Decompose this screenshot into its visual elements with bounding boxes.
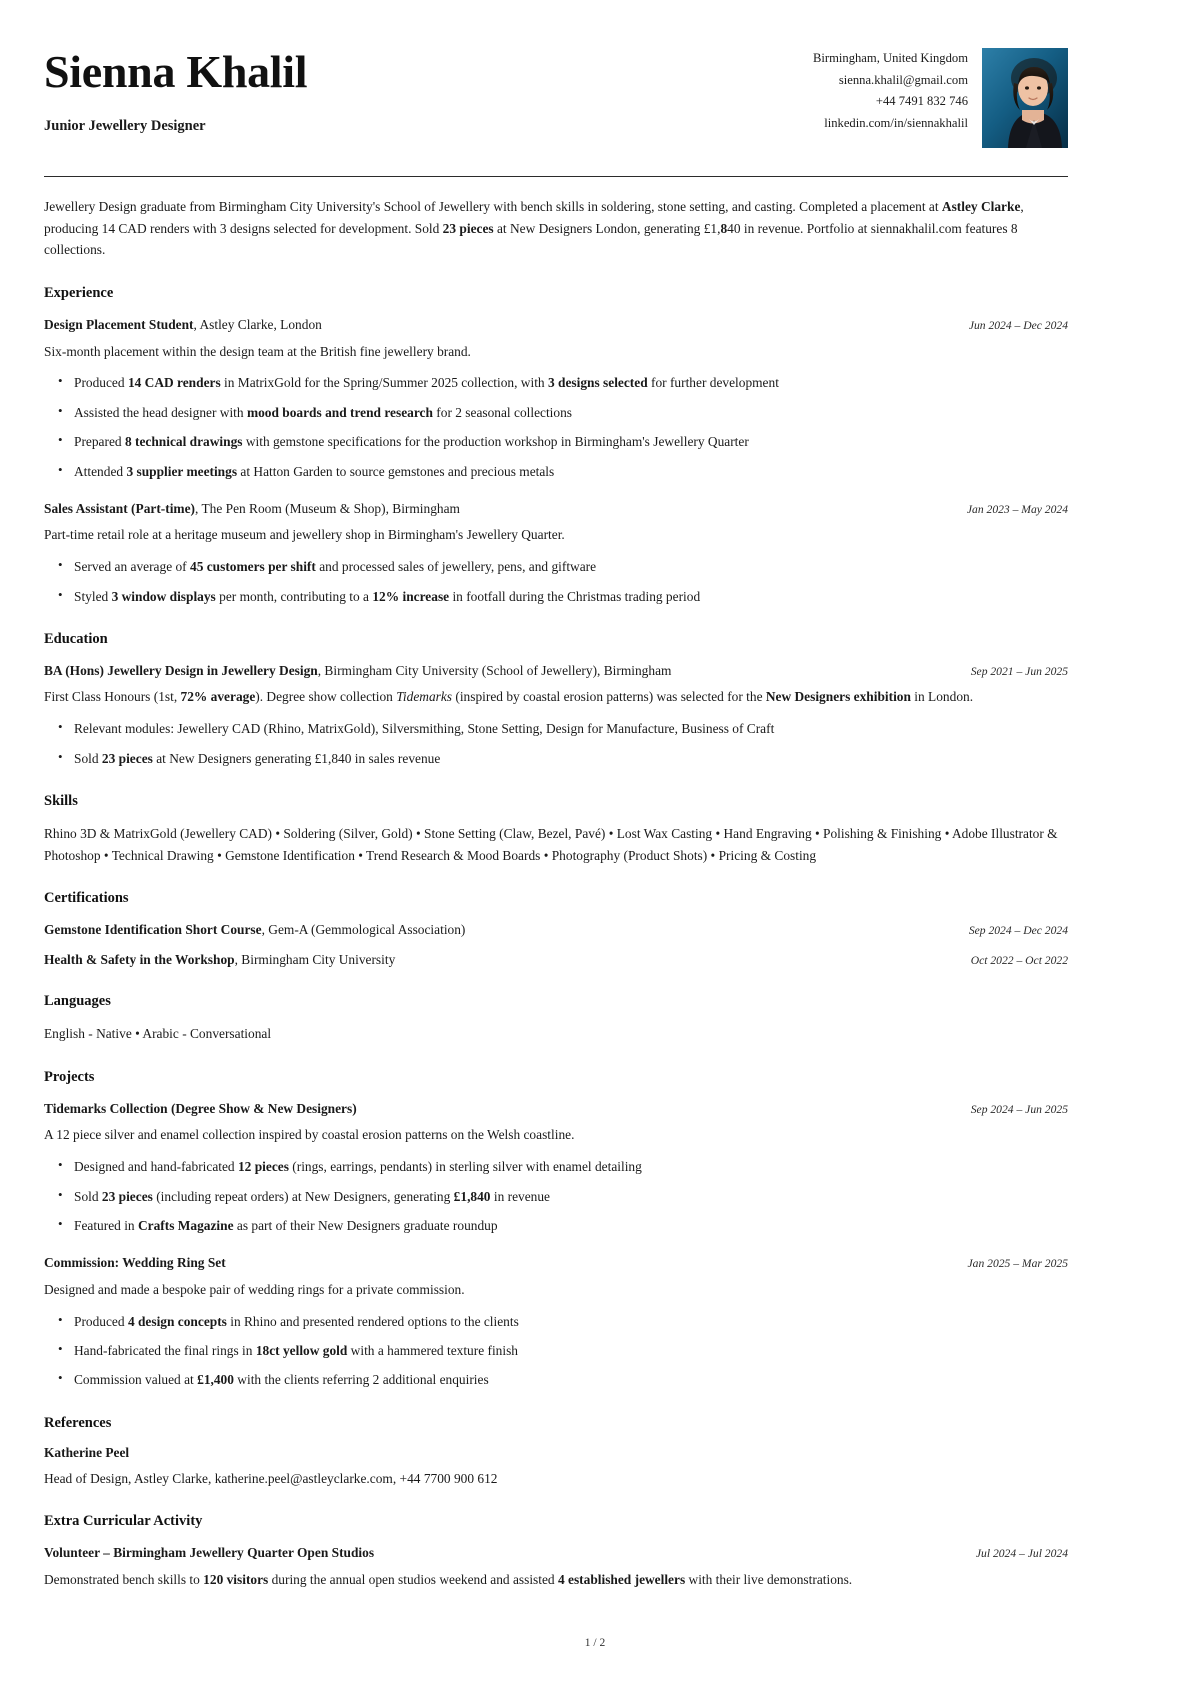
section-title-extra-curricular: Extra Curricular Activity [44, 1513, 203, 1530]
contact-email[interactable]: sienna.khalil@gmail.com [838, 72, 968, 87]
section-title-languages: Languages [44, 993, 111, 1010]
list-item: • Assisted the head designer with mood boards and trend research for 2 seasonal collections [74, 402, 1068, 423]
entry-header [44, 920, 1068, 939]
portrait-photo-icon [982, 48, 1068, 148]
entry-description: Six-month placement within the design team at the British fine jewellery brand. [44, 343, 471, 359]
project-entry [44, 1253, 1068, 1390]
entry-title: Tidemarks Collection (Degree Show & New Designers) [44, 1101, 357, 1117]
entry-date: Jan 2025 – Mar 2025 [967, 1257, 1068, 1271]
contact-details [813, 48, 968, 135]
entry-title: Volunteer – Birmingham Jewellery Quarter Open Studios [44, 1545, 375, 1561]
entry-header [44, 1253, 1068, 1272]
job-title: Junior Jewellery Designer [44, 118, 206, 135]
skills-list: Rhino 3D & MatrixGold (Jewellery CAD) • Soldering (Silver, Gold) • Stone Setting (Claw, Bezel, Pavé) • Lost Wax Casting • Hand Engraving • Polishing & Finishing • Adobe Illustrator & Photoshop • Technical Drawing • Gemstone Identification • Trend Research & Mood Boards • Photography (Product Shots) • Pricing & Costing [44, 826, 1058, 863]
experience-entry [44, 315, 1068, 482]
entry-date: Sep 2021 – Jun 2025 [970, 665, 1068, 679]
entry-header [44, 315, 1068, 334]
entry-date: Jul 2024 – Jul 2024 [975, 1547, 1068, 1561]
list-item: • Sold 23 pieces (including repeat orders) at New Designers, generating £1,840 in revenue [74, 1186, 1068, 1207]
section-title-certifications: Certifications [44, 890, 129, 907]
list-item: • Relevant modules: Jewellery CAD (Rhino, MatrixGold), Silversmithing, Stone Setting, Design for Manufacture, Business of Craft [74, 718, 1068, 739]
list-item: • Prepared 8 technical drawings with gemstone specifications for the production workshop in Birmingham's Jewellery Quarter [74, 431, 1068, 452]
section-extra-curricular [44, 1513, 1068, 1590]
list-item: • Served an average of 45 customers per shift and processed sales of jewellery, pens, and giftware [74, 556, 1068, 577]
section-title-projects: Projects [44, 1069, 95, 1086]
education-entries [44, 661, 1068, 769]
entry-date: Jun 2024 – Dec 2024 [968, 319, 1068, 333]
section-title-skills: Skills [44, 793, 78, 810]
extra-curricular-entry [44, 1543, 1068, 1590]
entry-header [44, 1543, 1068, 1562]
list-item: • Featured in Crafts Magazine as part of their New Designers graduate roundup [74, 1215, 1068, 1236]
entry-description: Part-time retail role at a heritage museum and jewellery shop in Birmingham's Jewellery Quarter. [44, 527, 565, 543]
entry-description: Designed and made a bespoke pair of wedding rings for a private commission. [44, 1281, 465, 1297]
list-item: • Commission valued at £1,400 with the clients referring 2 additional enquiries [74, 1369, 1068, 1390]
section-certifications [44, 890, 1068, 969]
entry-title: Sales Assistant (Part-time), The Pen Room (Museum & Shop), Birmingham [44, 501, 460, 516]
page-footer: 1 / 2 [584, 1637, 606, 1649]
entry-date: Sep 2024 – Jun 2025 [970, 1103, 1068, 1117]
list-item: • Produced 14 CAD renders in MatrixGold for the Spring/Summer 2025 collection, with 3 designs selected for further development [74, 372, 1068, 393]
entry-title: Gemstone Identification Short Course, Gem-A (Gemmological Association) [44, 922, 466, 938]
languages-list: English - Native • Arabic - Conversational [44, 1026, 272, 1042]
entry-title: Design Placement Student, Astley Clarke, London [44, 317, 322, 333]
section-education [44, 631, 1068, 769]
section-title-references: References [44, 1414, 112, 1431]
experience-entry [44, 499, 1068, 607]
list-item: • Sold 23 pieces at New Designers generating £1,840 in sales revenue [74, 748, 1068, 769]
entry-description: Demonstrated bench skills to 120 visitors during the annual open studios weekend and assisted 4 established jewellers with their live demonstrations. [44, 1571, 853, 1587]
entry-header [44, 1099, 1068, 1118]
list-item: • Styled 3 window displays per month, contributing to a 12% increase in footfall during the Christmas trading period [74, 586, 1068, 607]
header-divider [44, 176, 1068, 177]
header-identity [44, 42, 307, 135]
avatar [982, 48, 1068, 148]
resume-header [44, 42, 1068, 148]
reference-detail: Head of Design, Astley Clarke, katherine.peel@astleyclarke.com, +44 7700 900 612 [44, 1470, 498, 1486]
contact-linkedin[interactable]: linkedin.com/in/siennakhalil [824, 115, 968, 130]
certification-entry [44, 920, 1068, 939]
contact-phone[interactable]: +44 7491 832 746 [875, 94, 968, 109]
bullet-list [44, 1156, 1068, 1236]
list-item: • Attended 3 supplier meetings at Hatton Garden to source gemstones and precious metals [74, 461, 1068, 482]
page-title: Sienna Khalil [44, 46, 308, 97]
entry-date: Oct 2022 – Oct 2022 [970, 953, 1068, 967]
entry-header [44, 661, 1068, 680]
bullet-list [44, 718, 1068, 769]
header-contact-block [813, 42, 1068, 148]
section-projects [44, 1069, 1068, 1391]
certification-entries [44, 920, 1068, 969]
entry-date: Jan 2023 – May 2024 [966, 503, 1068, 516]
list-item: • Designed and hand-fabricated 12 pieces (rings, earrings, pendants) in sterling silver with enamel detailing [74, 1156, 1068, 1177]
list-item: • Hand-fabricated the final rings in 18ct yellow gold with a hammered texture finish [74, 1340, 1068, 1361]
certification-entry [44, 950, 1068, 969]
section-experience [44, 285, 1068, 607]
bullet-list [44, 1311, 1068, 1391]
project-entry [44, 1099, 1068, 1236]
extra-curricular-entries [44, 1543, 1068, 1590]
entry-date: Sep 2024 – Dec 2024 [968, 924, 1068, 938]
section-skills [44, 793, 1068, 866]
entry-title: Health & Safety in the Workshop, Birmingham City University [44, 951, 396, 967]
education-entry [44, 661, 1068, 769]
entry-description: First Class Honours (1st, 72% average). Degree show collection Tidemarks (inspired by coastal erosion patterns) was selected for the New Designers exhibition in London. [44, 689, 974, 705]
bullet-list [44, 372, 1068, 482]
entry-title: Commission: Wedding Ring Set [44, 1255, 226, 1271]
section-references [44, 1415, 1068, 1489]
project-entries [44, 1099, 1068, 1391]
reference-name: Katherine Peel [44, 1444, 130, 1460]
list-item: • Produced 4 design concepts in Rhino and presented rendered options to the clients [74, 1311, 1068, 1332]
section-title-education: Education [44, 631, 108, 648]
bullet-list [44, 556, 1068, 607]
contact-location: Birmingham, United Kingdom [813, 51, 968, 65]
entry-header [44, 499, 1068, 518]
professional-summary: Jewellery Design graduate from Birmingham City University's School of Jewellery with bench skills in soldering, stone setting, and casting. Completed a placement at Astley Clarke, producing 14 CAD renders with 3 designs selected for development. Sold 23 pieces at New Designers London, generating £1,840 in revenue. Portfolio at siennakhalil.com features 8 collections. [44, 199, 1024, 258]
entry-title: BA (Hons) Jewellery Design in Jewellery Design, Birmingham City University (School of Jewellery), Birmingham [44, 663, 672, 679]
entry-header [44, 950, 1068, 969]
experience-entries [44, 315, 1068, 607]
section-title-experience: Experience [44, 285, 114, 302]
section-languages [44, 993, 1068, 1045]
entry-description: A 12 piece silver and enamel collection inspired by coastal erosion patterns on the Welsh coastline. [44, 1127, 575, 1143]
